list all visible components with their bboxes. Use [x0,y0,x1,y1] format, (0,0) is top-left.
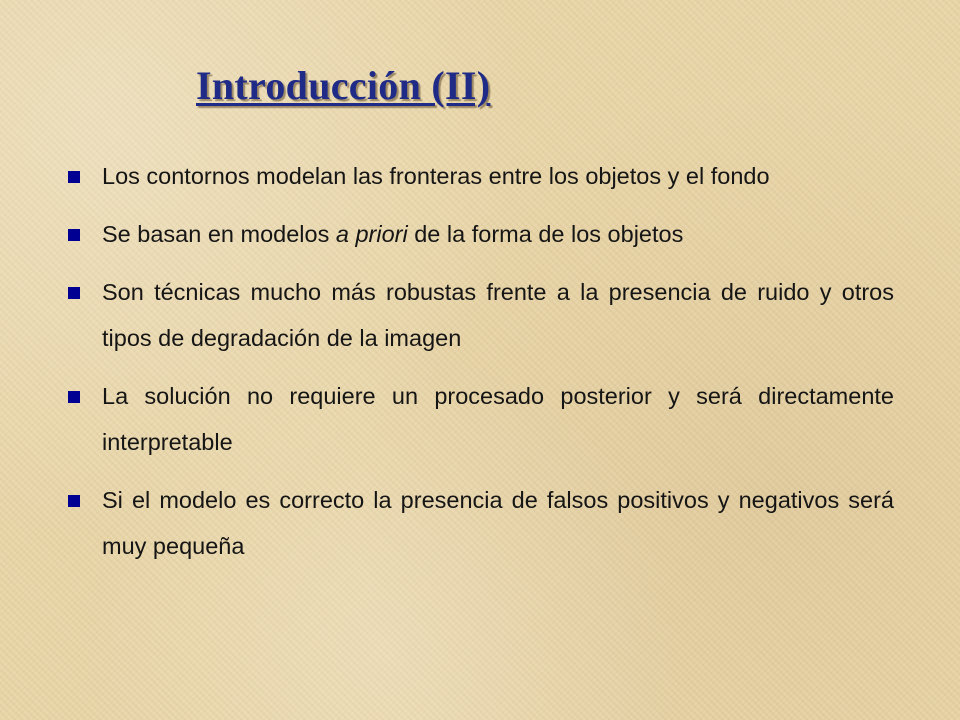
bullet-item [68,153,894,199]
bullet-text: Son técnicas mucho más robustas frente a la presencia de ruido y otros tipos de degradación de la imagen [102,279,894,351]
bullet-item [68,269,894,361]
bullet-item [68,373,894,465]
square-bullet-icon [68,171,80,183]
square-bullet-icon [68,287,80,299]
bullet-text-after: de la forma de los objetos [407,221,684,247]
square-bullet-icon [68,495,80,507]
bullet-list [68,153,894,581]
square-bullet-icon [68,229,80,241]
bullet-text: La solución no requiere un procesado posterior y será directamente interpretable [102,383,894,455]
bullet-text-emphasis: a priori [335,221,408,247]
square-bullet-icon [68,391,80,403]
bullet-text: Los contornos modelan las fronteras entre los objetos y el fondo [102,163,770,189]
bullet-text: Si el modelo es correcto la presencia de falsos positivos y negativos será muy pequeña [102,487,894,559]
bullet-item [68,211,894,257]
slide-title: Introducción (II) [196,63,491,108]
bullet-text-before: Se basan en modelos [102,221,336,247]
bullet-item [68,477,894,569]
